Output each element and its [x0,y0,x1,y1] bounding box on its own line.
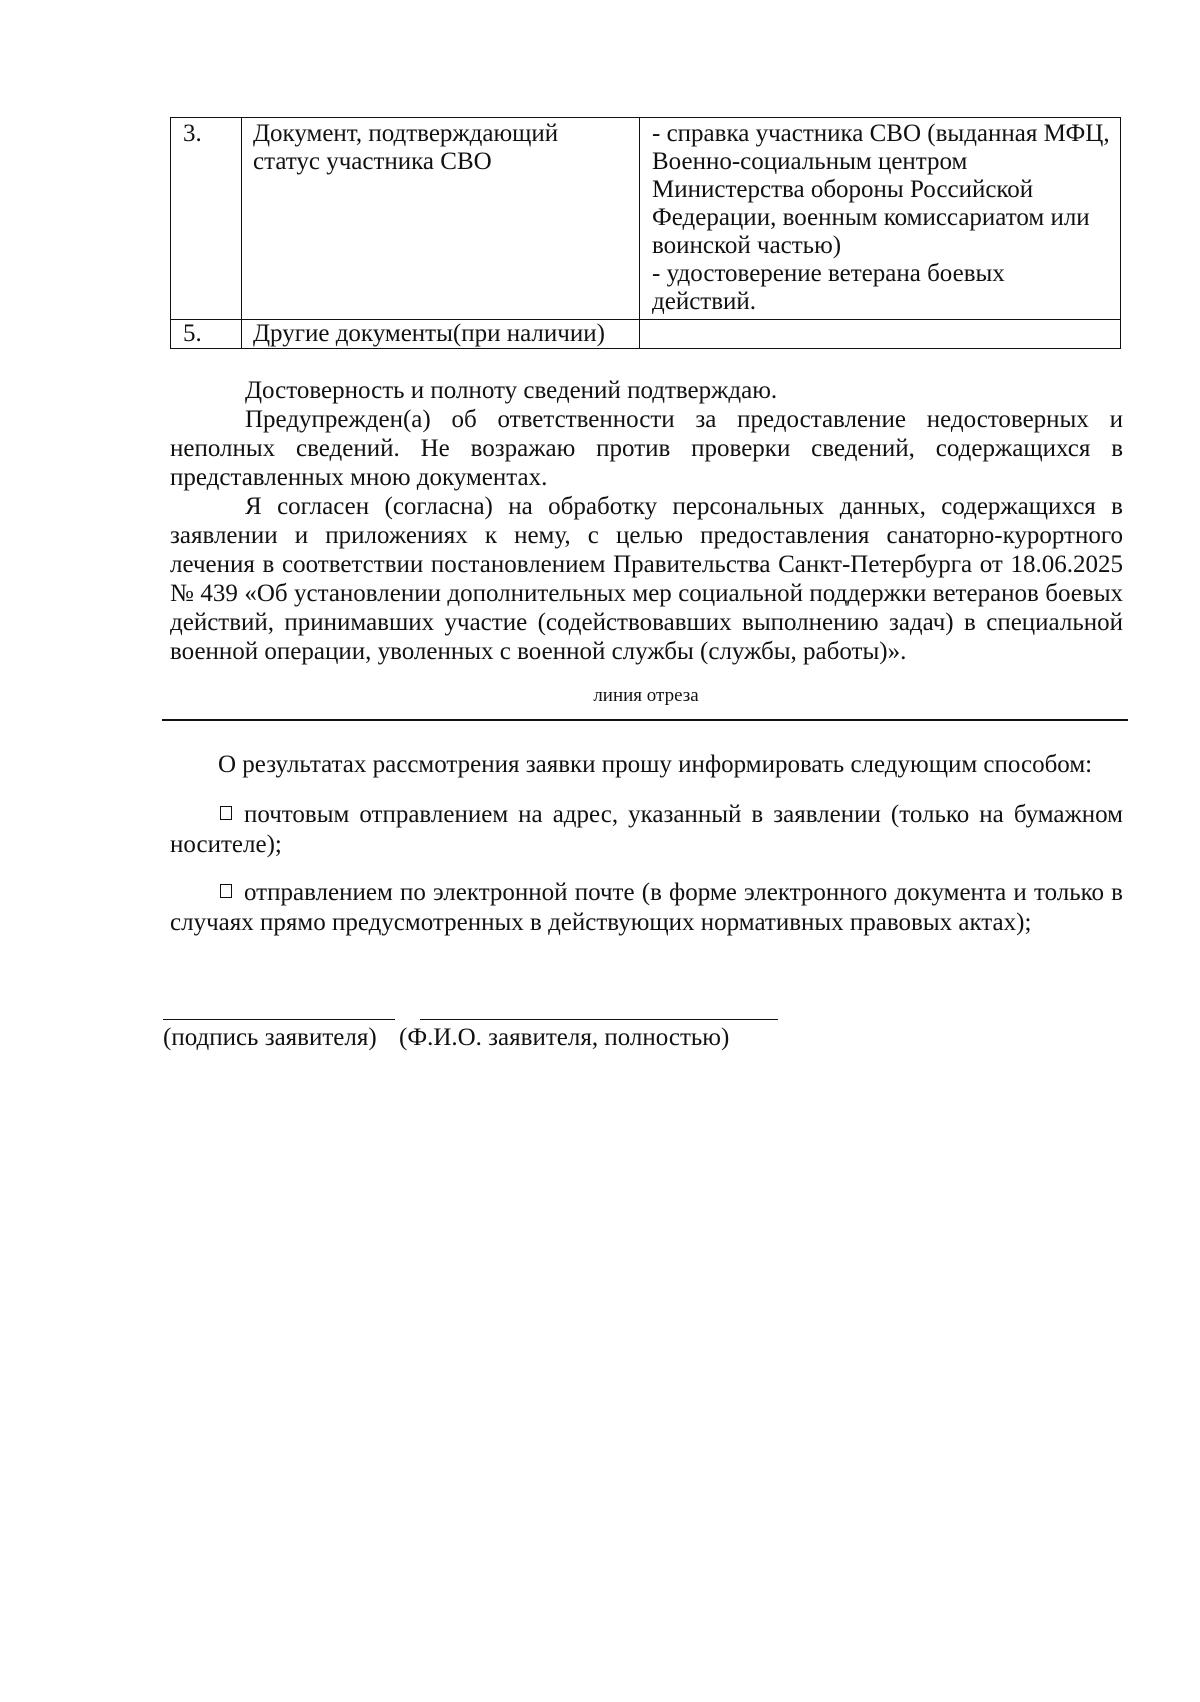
document-description [640,118,1121,320]
description-line: - удостоверение ветерана боевых [652,260,1005,287]
confirm-statement: Достоверность и полноту сведений подтверждаю. [245,377,778,404]
option-label: почтовым отправлением на адрес, указанный в заявлении (только на бумажном носителе); [170,801,1123,858]
cut-line-label [0,685,1200,707]
description-line: - справка участника СВО (выданная МФЦ, [652,120,1110,147]
table-row [171,320,1121,349]
option-postal-mail[interactable] [170,800,1123,860]
fio-caption: (Ф.И.О. заявителя, полностью) [399,1024,730,1051]
description-line: действий. [652,288,757,315]
checkbox-icon[interactable] [220,806,232,820]
notification-title: О результатах рассмотрения заявки прошу информировать следующим способом: [218,751,1093,778]
cut-line [162,719,1128,721]
document-name: Другие документы(при наличии) [242,320,640,349]
description-line: Министерства обороны Российской [652,176,1034,203]
documents-table [170,117,1121,349]
document-description-empty[interactable] [640,320,1121,349]
warning-statement: Предупрежден(а) об ответственности за предоставление недостоверных и неполных сведений. Не возражаю против проверки сведений, содержащихся в представленных мною документах. [170,406,1123,491]
option-email[interactable] [170,878,1123,938]
row-number: 5. [171,320,242,349]
row-number: 3. [171,118,242,320]
consent-statement: Я согласен (согласна) на обработку персональных данных, содержащихся в заявлении и приложениях к нему, с целью предоставления санаторно-курортного лечения в соответствии постановлением Правительства Санкт-Петербурга от 18.06.2025 № 439 «Об установлении дополнительных мер социальной поддержки ветеранов боевых действий, принимавших участие (содействовавших выполнению задач) в специальной военной операции, уволенных с военной службы (службы, работы)». [170,493,1123,665]
cut-line-text: линия отреза [593,685,699,706]
description-line: Федерации, военным комиссариатом или [652,204,1090,231]
signature-caption: (подпись заявителя) [163,1024,377,1051]
description-line: Военно-социальным центром [652,148,968,175]
signature-line[interactable] [163,1019,395,1020]
table-row [171,118,1121,320]
document-name: Документ, подтверждающий статус участника СВО [242,118,640,320]
checkbox-icon[interactable] [220,884,232,898]
declaration-block [170,376,1123,666]
fio-line[interactable] [420,1019,778,1020]
option-label: отправлением по электронной почте (в форме электронного документа и только в случаях прямо предусмотренных в действующих нормативных правовых актах); [170,879,1123,936]
description-line: воинской частью) [652,232,842,259]
